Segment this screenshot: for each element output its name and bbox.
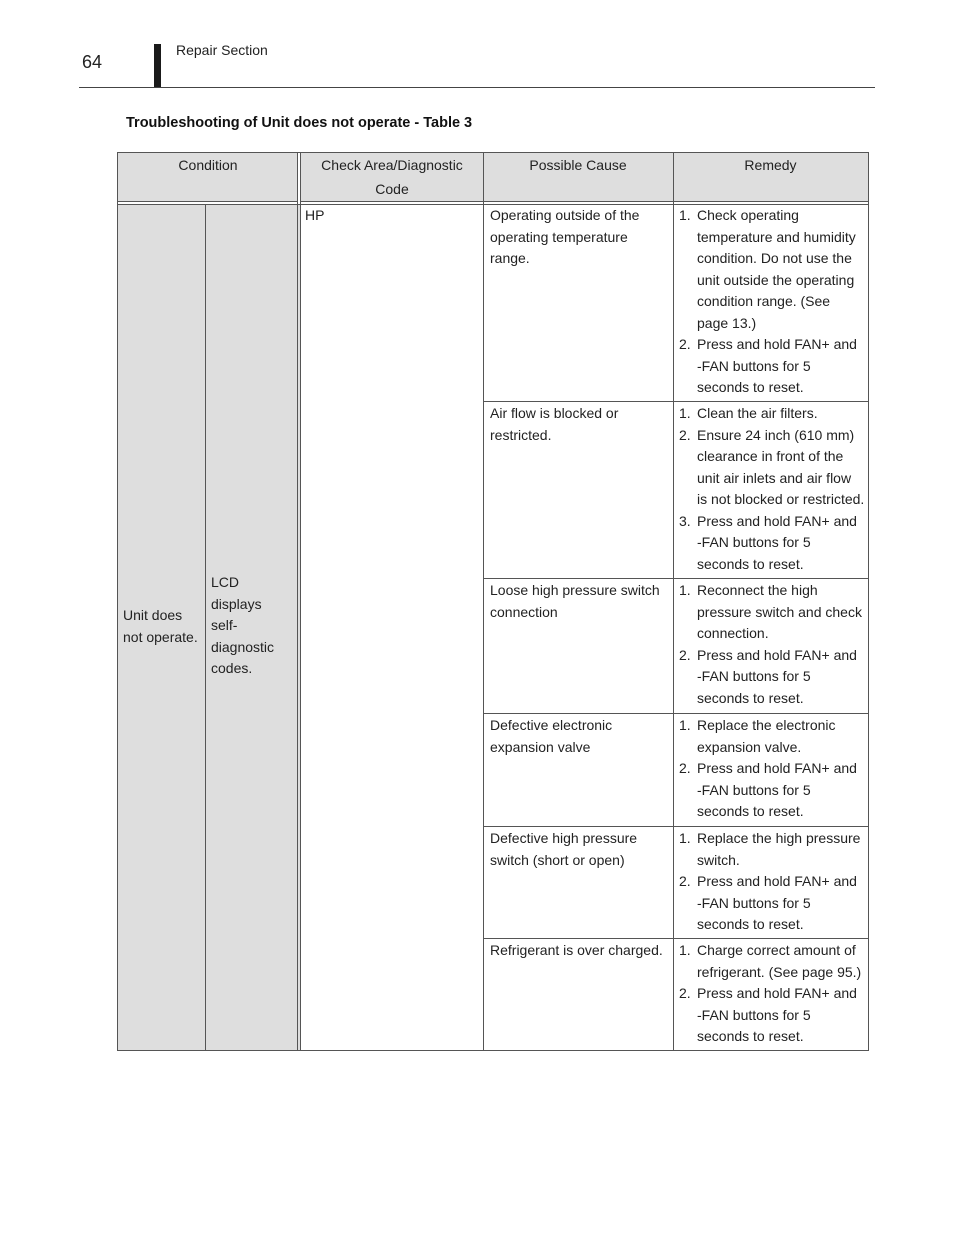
remedy-list (679, 403, 865, 575)
remedy-item (679, 334, 865, 399)
document-title: Troubleshooting of Unit does not operate - Table 3 (126, 115, 473, 131)
check-area-text: HP (305, 207, 325, 223)
remedy-text: Press and hold FAN+ and -FAN buttons for 5 seconds to reset. (697, 646, 857, 706)
cause-text: Air flow is blocked or restricted. (490, 405, 619, 443)
cause-text: Refrigerant is over charged. (490, 942, 663, 958)
page-number: 64 (82, 52, 103, 72)
remedy-number: 1. (679, 405, 691, 421)
remedy-number: 3. (679, 512, 691, 529)
remedy-item (679, 983, 865, 1048)
remedy-list (679, 205, 865, 399)
remedy-number: 2. (679, 985, 691, 1001)
header-remedy (673, 153, 868, 202)
header-check-area-line1: Check Area/Diagnostic (321, 157, 463, 173)
section-label: Repair Section (176, 42, 268, 58)
remedy-item (679, 828, 865, 871)
remedy-number: 2. (679, 426, 691, 443)
remedy-item (679, 511, 865, 576)
remedy-number: 1. (679, 942, 691, 958)
remedy-text: Ensure 24 inch (610 mm) clearance in front of the unit air inlets and air flow is not blocked or restricted. (697, 426, 865, 507)
remedy-item (679, 205, 865, 334)
col-divider-2a (297, 153, 298, 1050)
row-divider-2 (483, 578, 868, 579)
remedy-text: Clean the air filters. (697, 405, 818, 421)
col-divider-4 (673, 153, 674, 1050)
header-rule (79, 87, 875, 88)
header-possible-cause-label: Possible Cause (529, 157, 627, 173)
header-possible-cause (483, 153, 673, 202)
col-divider-1 (205, 205, 206, 1050)
remedy-item (679, 645, 865, 710)
condition-text: Unit does not operate. (123, 607, 198, 645)
remedy-list (679, 580, 865, 709)
header-check-area (301, 153, 483, 202)
remedy-text: Charge correct amount of refrigerant. (See page 95.) (697, 942, 862, 980)
remedy-item (679, 425, 865, 511)
col-divider-2b (300, 153, 301, 1050)
remedy-list (679, 940, 865, 1048)
header-remedy-label: Remedy (744, 157, 797, 173)
remedy-text: Reconnect the high pressure switch and check connection. (697, 582, 862, 641)
remedy-item (679, 758, 865, 823)
remedy-text: Press and hold FAN+ and -FAN buttons for 5 seconds to reset. (697, 760, 857, 819)
remedy-number: 2. (679, 336, 691, 352)
row-divider-3 (483, 713, 868, 714)
header-condition (118, 153, 298, 202)
remedy-text: Replace the electronic expansion valve. (697, 717, 836, 755)
remedy-number: 1. (679, 717, 691, 733)
cause-text: Defective electronic expansion valve (490, 717, 613, 755)
remedy-text: Replace the high pressure switch. (697, 830, 861, 868)
cause-text: Defective high pressure switch (short or open) (490, 830, 638, 868)
remedy-item (679, 403, 865, 425)
remedy-text: Check operating temperature and humidity condition. Do not use the unit outside the operating condition range. (See page 13.) (697, 207, 856, 331)
row-divider-1 (483, 401, 868, 402)
remedy-item (679, 715, 865, 758)
header-check-area-line2: Code (375, 181, 409, 197)
remedy-number: 2. (679, 760, 691, 776)
remedy-text: Press and hold FAN+ and -FAN buttons for 5 seconds to reset. (697, 873, 857, 932)
remedy-text: Press and hold FAN+ and -FAN buttons for 5 seconds to reset. (697, 336, 857, 395)
remedy-number: 1. (679, 207, 691, 223)
remedy-item (679, 580, 865, 645)
cause-text: Operating outside of the operating temperature range. (490, 207, 640, 266)
troubleshooting-table (117, 152, 869, 1051)
col-divider-3 (483, 153, 484, 1050)
remedy-item (679, 940, 865, 983)
header-bar (154, 44, 161, 87)
remedy-text: Press and hold FAN+ and -FAN buttons for 5 seconds to reset. (697, 512, 857, 572)
sub-condition-text: LCD displays self-diagnostic codes. (211, 574, 275, 676)
remedy-list (679, 828, 865, 936)
remedy-item (679, 871, 865, 936)
remedy-text: Press and hold FAN+ and -FAN buttons for 5 seconds to reset. (697, 985, 857, 1044)
remedy-number: 2. (679, 873, 691, 889)
cause-text: Loose high pressure switch connection (490, 582, 660, 620)
remedy-number: 1. (679, 830, 691, 846)
remedy-list (679, 715, 865, 823)
row-divider-4 (483, 826, 868, 827)
row-divider-5 (483, 938, 868, 939)
header-condition-label: Condition (178, 157, 238, 173)
remedy-number: 2. (679, 646, 691, 663)
remedy-number: 1. (679, 582, 691, 598)
